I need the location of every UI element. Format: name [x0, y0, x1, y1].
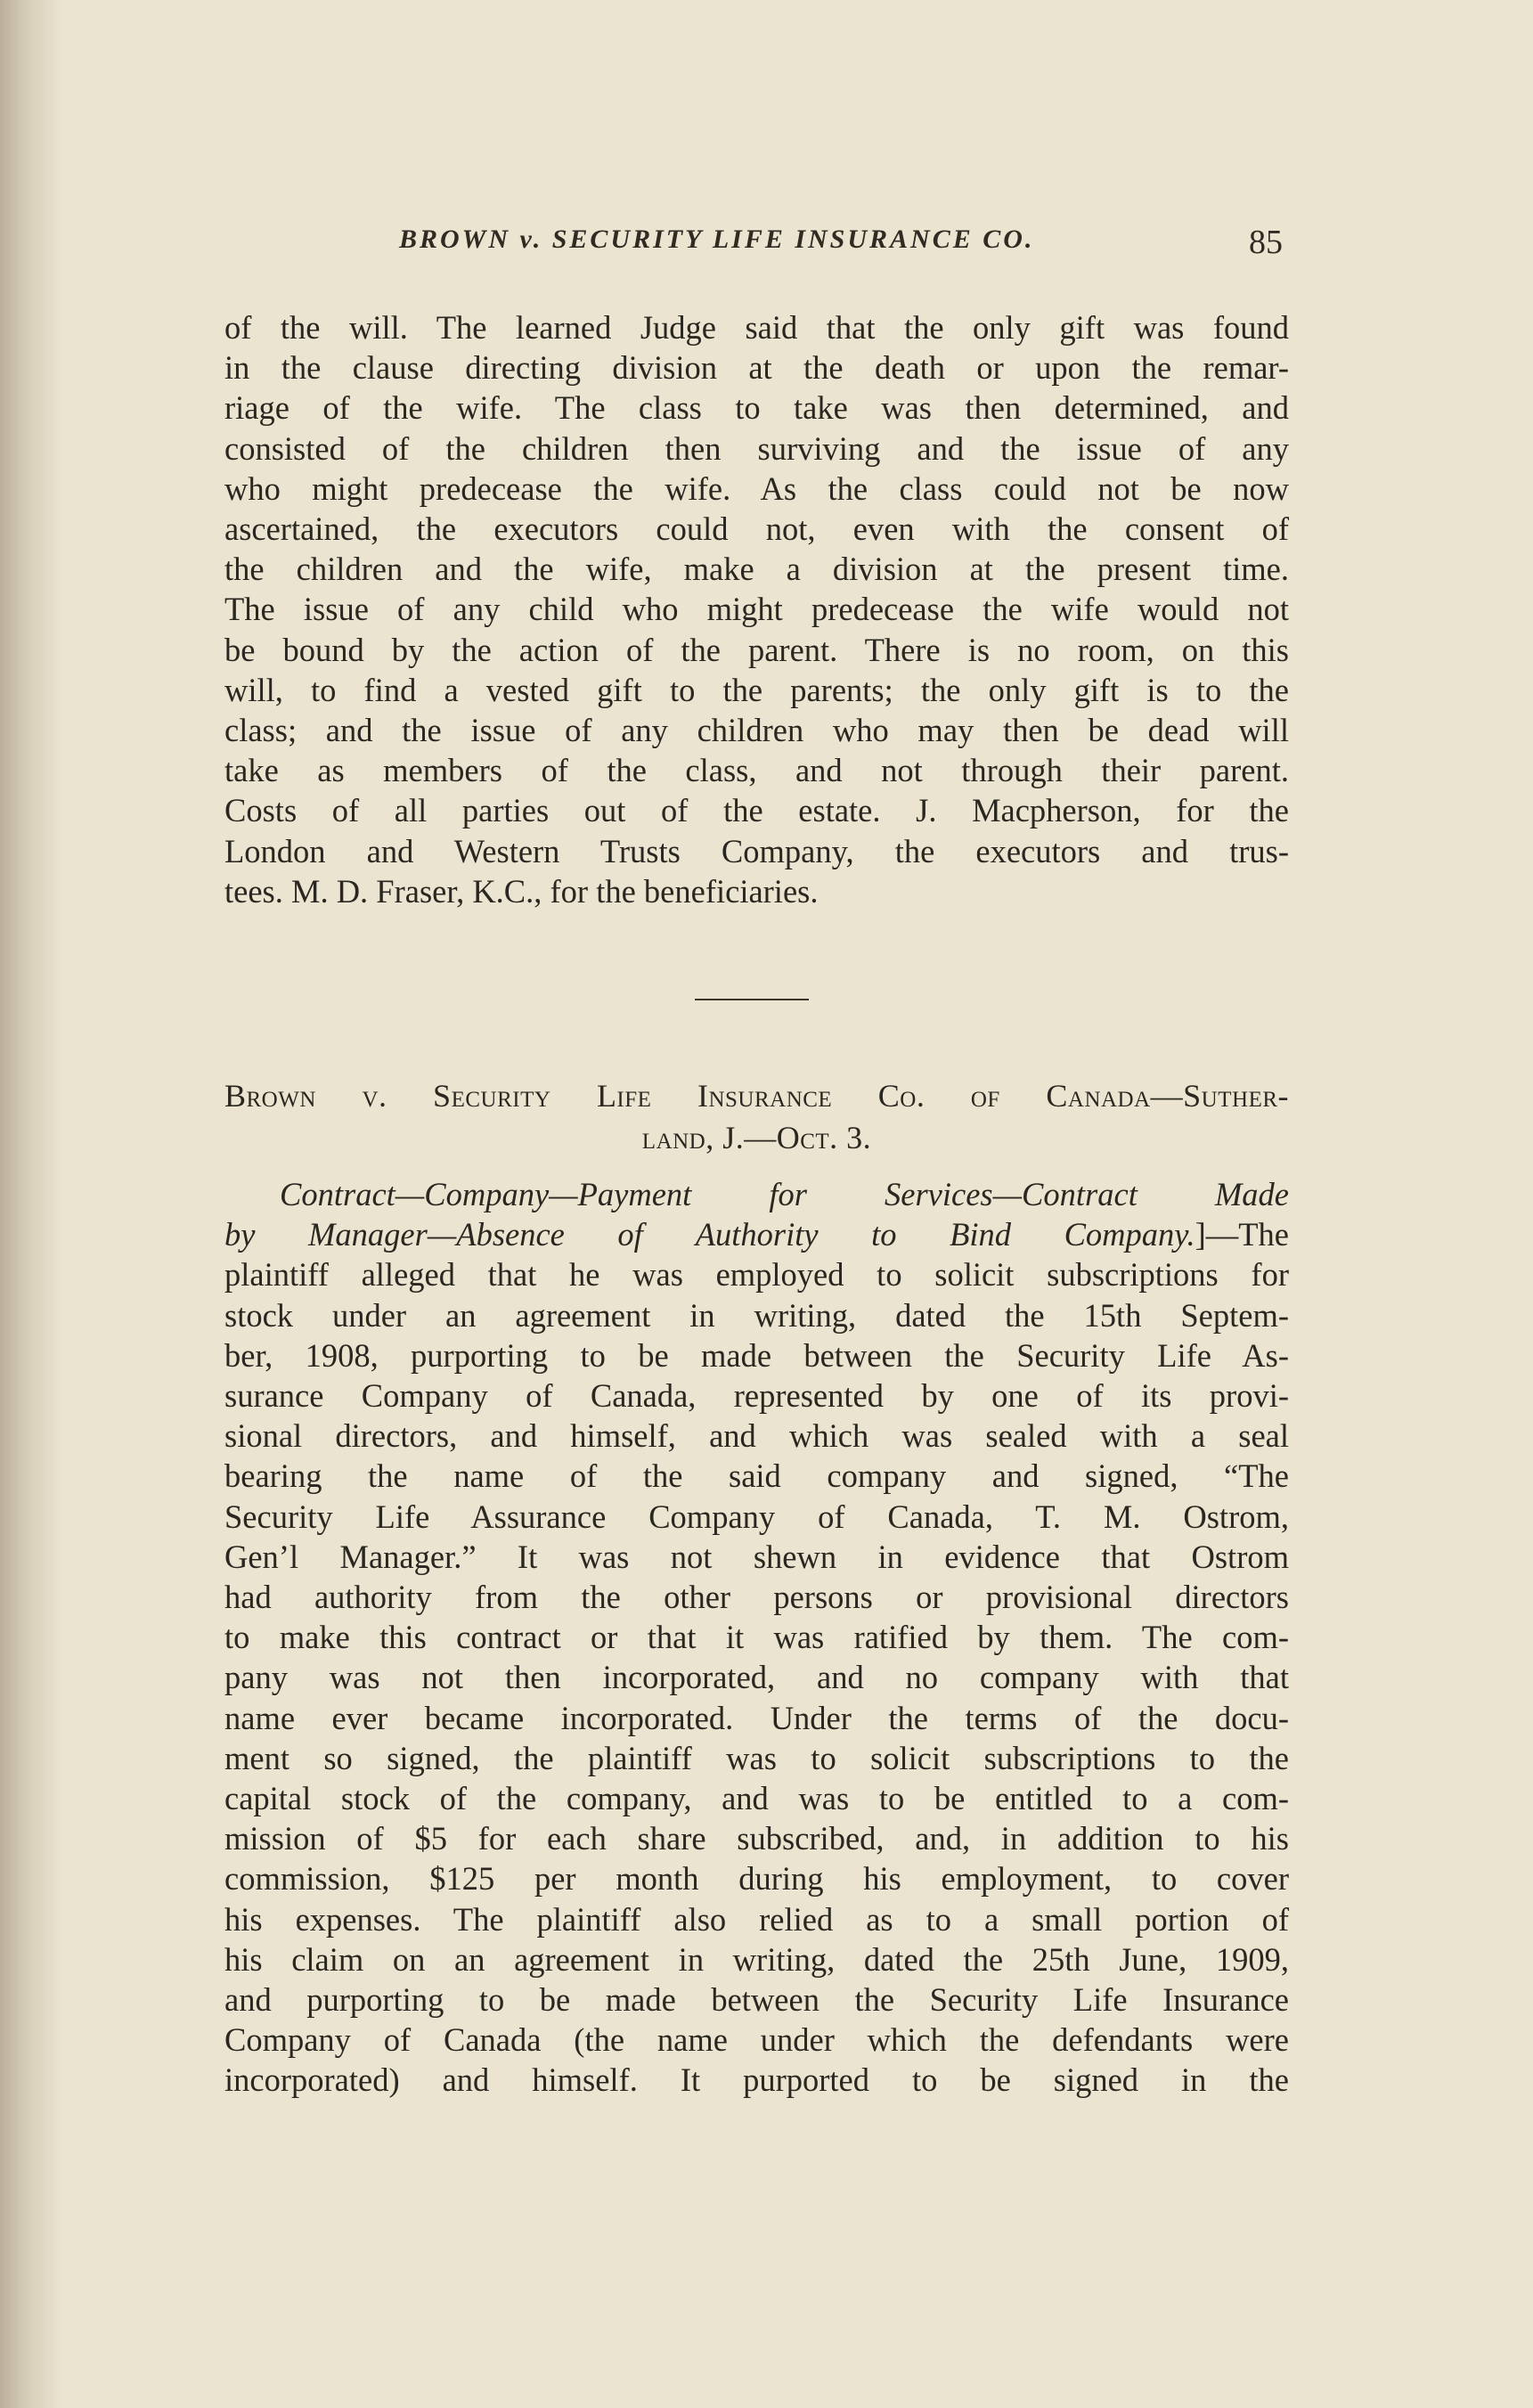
text-line: sional directors, and himself, and which was sealed with a seal [224, 1417, 1289, 1455]
text-line: bearing the name of the said company and signed, “The [224, 1457, 1289, 1495]
text-line: incorporated) and himself. It purported to be signed in the [224, 2061, 1289, 2099]
text-line: Gen’l Manager.” It was not shewn in evidence that Ostrom [224, 1538, 1289, 1575]
paragraph-continued [224, 307, 1289, 911]
text-line: consisted of the children then surviving and the issue of any [224, 429, 1289, 467]
case-paragraph [224, 1174, 1289, 2101]
text-line: and purporting to be made between the Security Life Insurance [224, 1981, 1289, 2019]
headnote-line: Contract—Company—Payment for Services—Contract Made [280, 1176, 1289, 1212]
headnote-end: ]—The [1195, 1216, 1289, 1253]
text-line: to make this contract or that it was ratified by them. The com- [224, 1619, 1289, 1656]
case-title-line: land, J.—Oct. 3. [641, 1120, 872, 1155]
text-line: pany was not then incorporated, and no company with that [224, 1659, 1289, 1696]
text-line: The issue of any child who might predecease the wife would not [224, 591, 1289, 628]
text-line: commission, $125 per month during his employment, to cover [224, 1860, 1289, 1898]
text-line: Company of Canada (the name under which the defendants were [224, 2021, 1289, 2059]
text-line: his expenses. The plaintiff also relied as to a small portion of [224, 1900, 1289, 1938]
text-line: in the clause directing division at the death or upon the remar- [224, 349, 1289, 387]
text-line: ascertained, the executors could not, even with the consent of [224, 510, 1289, 548]
text-line: London and Western Trusts Company, the executors and trus- [224, 832, 1289, 869]
text-line: his claim on an agreement in writing, dated the 25th June, 1909, [224, 1940, 1289, 1978]
text-line: riage of the wife. The class to take was then determined, and [224, 389, 1289, 427]
text-line: Costs of all parties out of the estate. J. Macpherson, for the [224, 792, 1289, 829]
text-line: will, to find a vested gift to the parents; the only gift is to the [224, 671, 1289, 708]
text-line: the children and the wife, make a division at the present time. [224, 551, 1289, 588]
text-line: who might predecease the wife. As the class could not be now [224, 469, 1289, 507]
text-line: be bound by the action of the parent. There is no room, on this [224, 631, 1289, 668]
case-title-line: Brown v. Security Life Insurance Co. of Canada—Suther- [224, 1078, 1289, 1114]
headnote-text: by Manager—Absence of Authority to Bind Company. [224, 1216, 1195, 1253]
text-line: had authority from the other persons or provisional directors [224, 1579, 1289, 1616]
text-line: tees. M. D. Fraser, K.C., for the beneficiaries. [224, 872, 819, 910]
page-number: 85 [1249, 224, 1283, 261]
text-line: plaintiff alleged that he was employed to solicit subscriptions for [224, 1256, 1289, 1294]
text-line: stock under an agreement in writing, dated the 15th Septem- [224, 1296, 1289, 1334]
text-line: ment so signed, the plaintiff was to solicit subscriptions to the [224, 1739, 1289, 1776]
text-line: capital stock of the company, and was to be entitled to a com- [224, 1780, 1289, 1817]
headnote-line [224, 1214, 1289, 1254]
text-line: name ever became incorporated. Under the terms of the docu- [224, 1699, 1289, 1736]
text-line: class; and the issue of any children who may then be dead will [224, 712, 1289, 749]
text-line: mission of $5 for each share subscribed, and, in addition to his [224, 1820, 1289, 1857]
text-line: take as members of the class, and not through their parent. [224, 752, 1289, 789]
section-divider [695, 999, 809, 1000]
text-line: surance Company of Canada, represented by one of its provi- [224, 1377, 1289, 1415]
text-line: of the will. The learned Judge said that the only gift was found [224, 309, 1289, 346]
case-title [224, 1075, 1289, 1159]
text-line: ber, 1908, purporting to be made between the Security Life As- [224, 1336, 1289, 1374]
running-head: BROWN v. SECURITY LIFE INSURANCE CO. [399, 224, 1035, 254]
text-line: Security Life Assurance Company of Canada, T. M. Ostrom, [224, 1498, 1289, 1535]
